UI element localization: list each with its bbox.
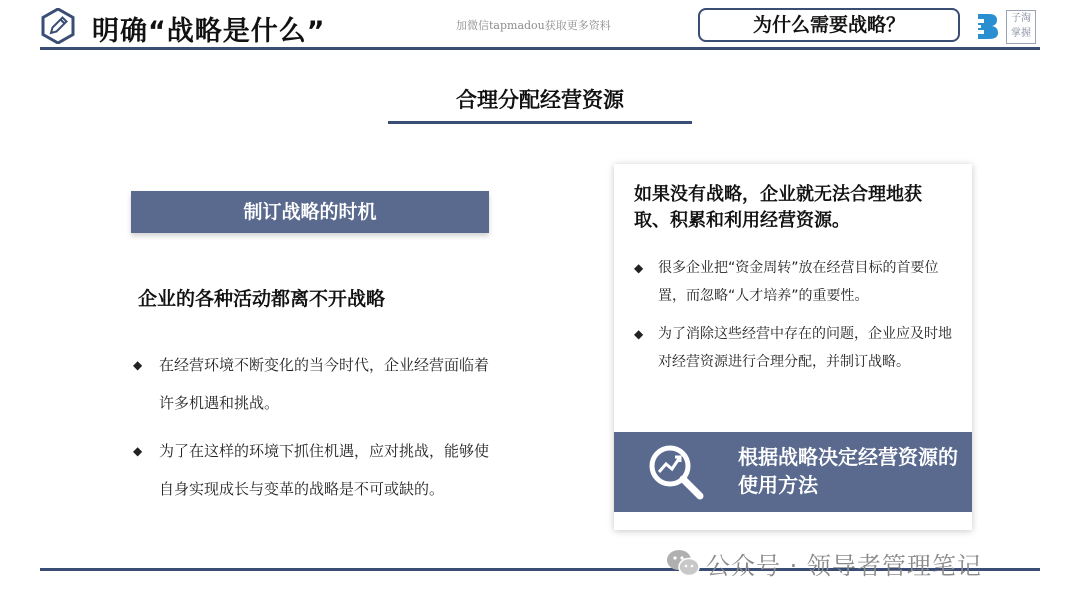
brand-b-icon bbox=[970, 12, 1000, 40]
section-underline bbox=[388, 121, 692, 124]
action-banner bbox=[614, 432, 972, 512]
question-box: 为什么需要战略？ bbox=[698, 8, 960, 42]
diamond-bullet-icon: ◆ bbox=[133, 444, 143, 458]
left-heading: 企业的各种活动都离不开战略 bbox=[138, 288, 386, 310]
wechat-icon bbox=[666, 548, 700, 578]
watermark-text: 加微信tapmadou获取更多资料 bbox=[456, 19, 611, 32]
left-bullet-text: 在经营环境不断变化的当今时代，企业经营面临着许多机遇和挑战。 bbox=[159, 356, 490, 412]
right-bullet-text: 很多企业把“资金周转”放在经营目标的首要位置，而忽略“人才培养”的重要性。 bbox=[658, 260, 939, 304]
strategy-card bbox=[614, 164, 972, 530]
left-bullet-text: 为了在这样的环境下抓住机遇，应对挑战，能够使自身实现成长与变革的战略是不可或缺的。 bbox=[159, 442, 490, 498]
right-bullet-item bbox=[634, 254, 959, 310]
page-title: 明确“战略是什么” bbox=[92, 16, 326, 47]
left-bullet-item bbox=[133, 346, 503, 422]
header-divider bbox=[40, 47, 1040, 50]
action-text: 根据战略决定经营资源的使用方法 bbox=[738, 445, 958, 497]
diamond-bullet-icon: ◆ bbox=[133, 358, 143, 372]
section-title: 合理分配经营资源 bbox=[456, 88, 624, 112]
card-heading: 如果没有战略，企业就无法合理地获取、积累和利用经营资源。 bbox=[634, 184, 922, 231]
brand-stamp-line: 子淘 bbox=[1011, 13, 1031, 24]
timing-banner: 制订战略的时机 bbox=[131, 191, 489, 233]
diamond-bullet-icon: ◆ bbox=[634, 327, 644, 341]
footer-credit: 公众号 · 领导者管理笔记 bbox=[706, 552, 982, 580]
diamond-bullet-icon: ◆ bbox=[634, 261, 644, 275]
brand-stamp-line: 掌握 bbox=[1011, 28, 1031, 39]
right-bullet-text: 为了消除这些经营中存在的问题，企业应及时地对经营资源进行合理分配，并制订战略。 bbox=[658, 326, 952, 370]
left-bullet-item bbox=[133, 432, 503, 508]
magnifier-trend-icon bbox=[646, 442, 706, 502]
right-bullet-item bbox=[634, 320, 959, 376]
brand-stamp bbox=[1006, 10, 1036, 44]
pencil-hexagon-icon bbox=[40, 8, 76, 44]
